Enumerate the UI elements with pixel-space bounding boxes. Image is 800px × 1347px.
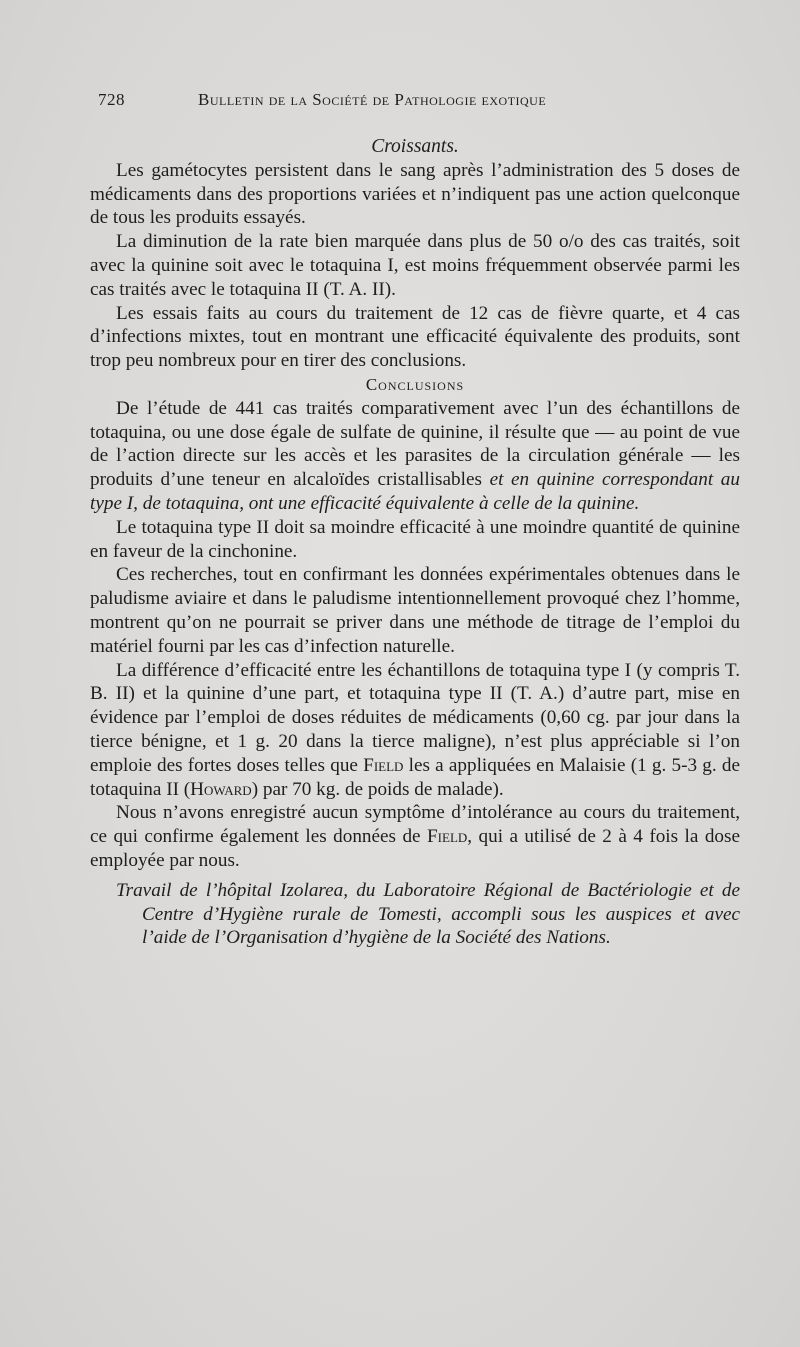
text-run: les a appliquées en Malaisie (1 g. 5-3 g. de totaquina II ( [90, 754, 741, 800]
text-run: , qui a utilisé de 2 à 4 fois la dose employée par nous. [90, 826, 740, 871]
body-text [90, 135, 740, 950]
running-title: Bulletin de la Société de Pathologie exotique [198, 90, 547, 109]
author-name: Field [427, 826, 468, 848]
page-number: 728 [98, 90, 125, 109]
section-title-conclusions: Conclusions [365, 374, 465, 394]
italic-text-run: et en quinine correspondant au type I, de totaquina, ont une efficacité équivalente à celle de la quinine. [90, 469, 740, 514]
paragraph: Les gamétocytes persistent dans le sang après l’administration des 5 doses de médicaments dans des proportions variées et n’indiquent pas une action quelconque de tous les produits essayés. [90, 159, 740, 229]
paragraph: Le totaquina type II doit sa moindre efficacité à une moindre quantité de quinine en faveur de la cinchonine. [90, 516, 740, 562]
section-title-croissants: Croissants. [371, 136, 459, 157]
paragraph: La diminution de la rate bien marquée dans plus de 50 o/o des cas traités, soit avec la quinine soit avec le totaquina I, est moins fréquemment observée parmi les cas traités avec le totaquina II (T. A. II). [90, 231, 740, 300]
text-run: ) par 70 kg. de poids de malade). [251, 778, 504, 800]
author-name: Field [363, 754, 404, 776]
paragraph [90, 397, 740, 516]
text-run: De l’étude de 441 cas traités comparativement avec l’un des échantillons de totaquina, ou une dose égale de sulfate de quinine, il résulte que — au point de vue de l’action directe sur les accès et les parasites de la circulation générale — les produits d’une teneur en alcaloïdes cristallisables [90, 397, 740, 491]
paragraph [90, 801, 740, 872]
paragraph: Les essais faits au cours du traitement de 12 cas de fièvre quarte, et 4 cas d’infections mixtes, tout en montrant une efficacité équivalente des produits, sont trop peu nombreux pour en tirer des conclusions. [90, 302, 740, 372]
paragraph [90, 659, 740, 802]
text-run: La différence d’efficacité entre les échantillons de totaquina type I (y compris T. B. II) et la quinine d’une part, et totaquina type II (T. A.) d’autre part, mise en évidence par l’emploi de doses réduites de médicaments (0,60 cg. par jour dans la tierce bénigne, et 1 g. 20 dans la tierce maligne), n’est plus appréciable si l’on emploie des fortes doses telles que [90, 659, 740, 776]
text-run: Nous n’avons enregistré aucun symptôme d’intolérance au cours du traitement, ce qui confirme également les données de [90, 802, 740, 848]
paragraph: Ces recherches, tout en confirmant les données expérimentales obtenues dans le paludisme aviaire et dans le paludisme intentionnellement provoqué chez l’homme, montrent qu’on ne pourrait se priver dans une méthode de titrage de l’emploi du matériel fourni par les cas d’infection naturelle. [90, 564, 740, 657]
author-name: Howard [190, 778, 252, 800]
institutional-credit: Travail de l’hôpital Izolarea, du Laboratoire Régional de Bactériologie et de Centre d’Hygiène rurale de Tomesti, accompli sous les auspices et avec l’aide de l’Organisation d’hygiène de la Société des Nations. [116, 879, 740, 949]
